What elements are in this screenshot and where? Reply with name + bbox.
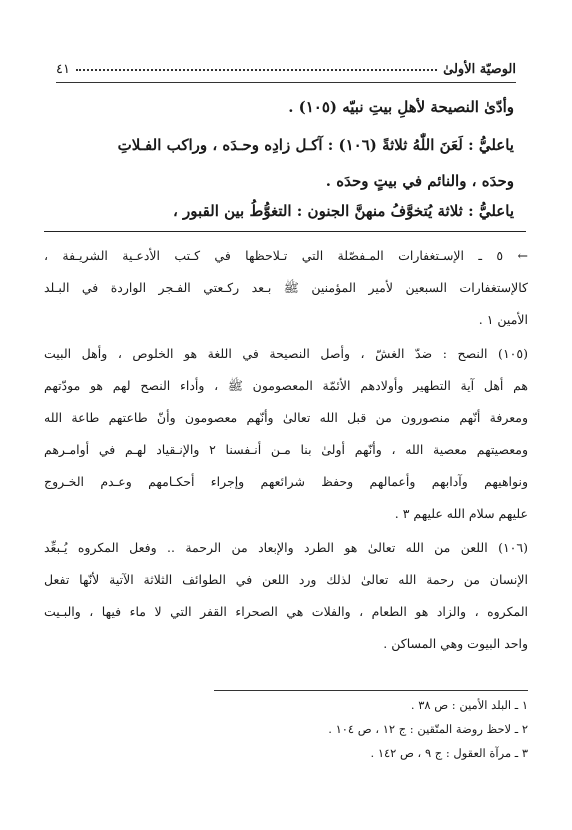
footnote: ١ ـ البلد الأمين : ص ٣٨ .	[410, 698, 528, 712]
commentary-line: ومعصيتهم معصية الله ، وأنّهم أولىٰ بنا مـن أنـفسنا ٢ والإنـقياد لهـم في أوامـرهم	[44, 442, 528, 457]
footnote: ٢ ـ لاحظ روضة المتّقين : ج ١٢ ، ص ١٠٤ .	[328, 722, 528, 736]
commentary-line: عليهم سلام الله عليهم ٣ .	[394, 506, 528, 521]
commentary-line: (١٠٥) النصح : ضدّ الغشّ ، وأصل النصيحة في اللغة هو الخلوص ، وأهل البيت	[44, 346, 528, 361]
main-text-line: وأدّىٰ النصيحة لأهلِ بيتِ نبيّه (١٠٥) .	[288, 98, 514, 116]
commentary-line: ونواهيهم وآدابهم وأعمالهم وحفظ شرائعهم وإجراء أحكـامهم وعـدم الخـروج	[44, 474, 528, 489]
main-text-line: ياعليُّ : ثلاثة يُتخوَّفُ منهنَّ الجنون : التغوُّطُ بين القبور ،	[172, 202, 514, 220]
commentary-line: ← ٥ ـ الإسـتغفارات المـفصّلة التي تـلاحظها في كـتب الأدعـية الشريـفة ،	[44, 248, 528, 263]
page-number: ٤١	[56, 61, 70, 77]
commentary-line: المكروه ، والزاد هو الطعام ، والفلات هي الصحراء القفر التي لا ماء فيها ، والبـيت	[44, 604, 528, 619]
commentary-line: ومعرفة أنّهم منصورون من قبل الله تعالىٰ وأنّهم معصومون وأنّ طاعتهم طاعة الله	[44, 410, 528, 425]
footnote: ٣ ـ مرآة العقول : ج ٩ ، ص ١٤٢ .	[370, 746, 528, 760]
commentary-line: واحد البيوت وهي المساكن .	[383, 636, 528, 651]
commentary-line: هم أهل آية التطهير وأولادهم الأئمّة المعصومون ﷺ ، وأداء النصح لهم هو مودّتهم	[44, 378, 528, 393]
commentary-line: الأمين ١ .	[478, 312, 528, 327]
commentary-line: كالإستغفارات السبعين لأمير المؤمنين ﷺ بـعد ركـعتي الفـجر الواردة في البـلد	[44, 280, 528, 295]
header-leader-dots	[76, 68, 437, 71]
main-text-line: ياعليُّ : لَعَنَ اللّٰهُ ثلاثةً (١٠٦) : آكـل زادِه وحـدَه ، وراكب الفـلاتِ	[117, 136, 514, 154]
commentary-separator	[44, 231, 526, 232]
running-header	[56, 58, 516, 80]
commentary-line: الإنسان من رحمة الله تعالىٰ لذلك ورد اللعن في الطوائف الثلاثة الآتية لأنّها تفعل	[44, 572, 528, 587]
header-rule	[56, 82, 516, 83]
main-text-line: وحدَه ، والنائم في بيتٍ وحدَه .	[325, 172, 514, 190]
footnote-rule	[214, 690, 528, 691]
commentary-line: (١٠٦) اللعن من الله تعالىٰ هو الطرد والإبعاد من الرحمة .. وفعل المكروه يُـبعِّد	[44, 540, 528, 555]
header-title: الوصيّة الأولىٰ	[443, 61, 516, 77]
